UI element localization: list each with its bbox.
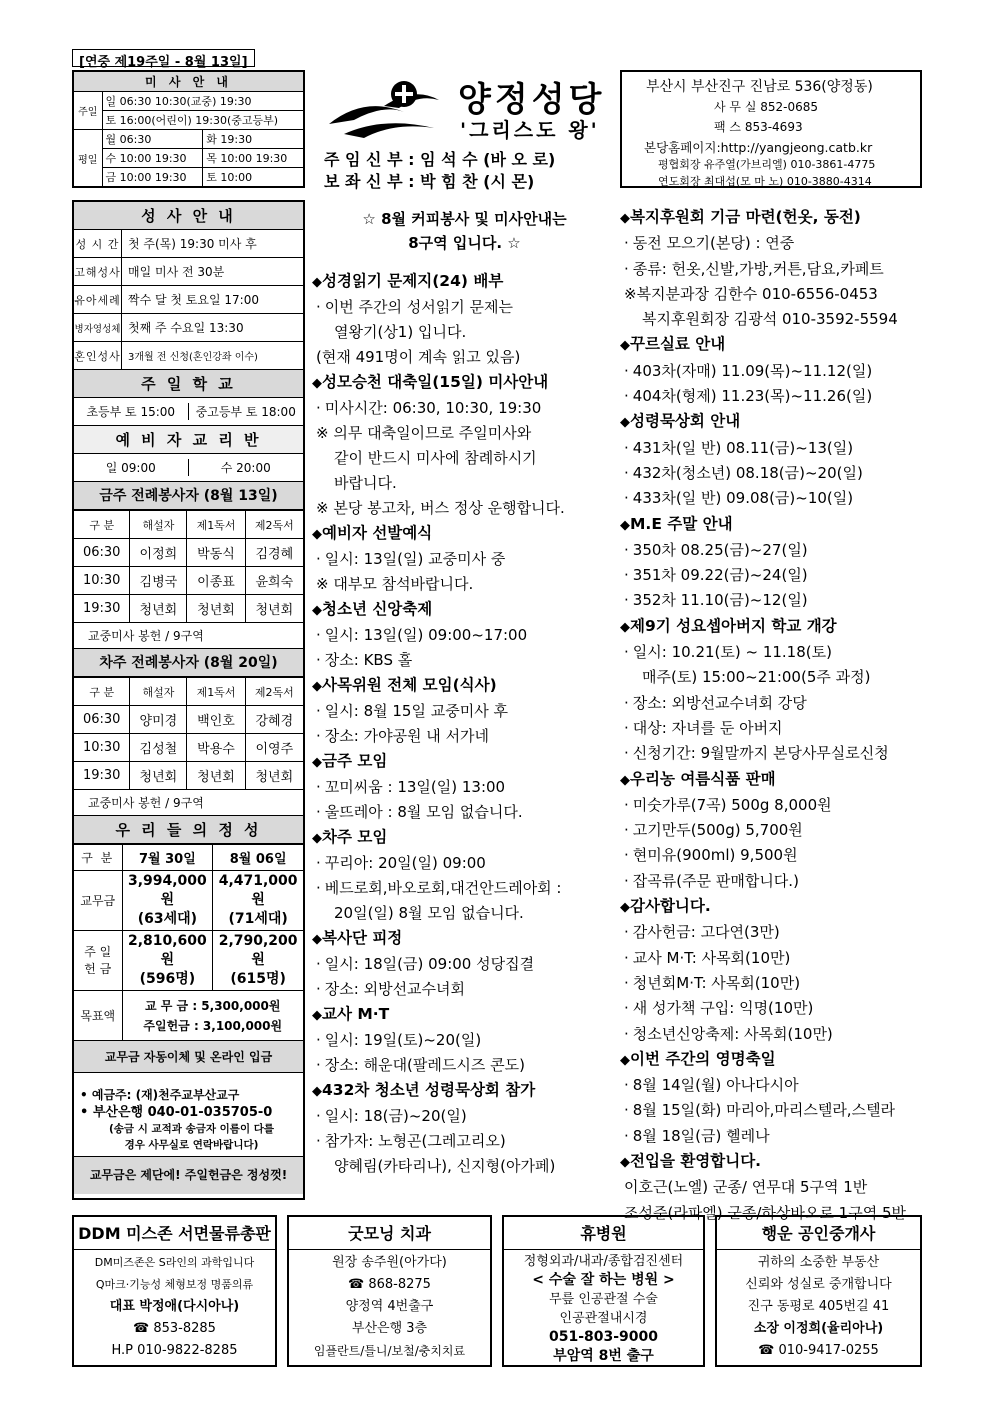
ad-line: DM미즈존은 S라인의 과학입니다 [94,1256,255,1269]
notice-line: · 8월 18일(금) 헬레나 [620,1124,922,1149]
notice-section [620,614,922,767]
notice-heading: ◆ 우리농 여름식품 판매 [620,767,922,793]
target-line: 교 무 금 : 5,300,000원 [145,998,281,1013]
right-notices [620,205,922,1222]
notice-line: · 청년회M·T: 사목회(10만) [620,971,922,996]
offerings-value: 3,994,000원 (63세대) [122,871,213,931]
notice-line: · 현미유(900ml) 9,500원 [620,843,922,868]
notice-line: · 일시: 18(금)~20(일) [312,1104,617,1129]
notice-heading: ◆ 복지후원회 기금 마련(헌옷, 동전) [620,205,922,231]
sacrament-row [74,258,303,286]
offerings-col: 7월 30일 [122,845,213,871]
offerings-title: 우 리 들 의 정 성 [74,816,303,844]
notice-line: · 일시: 18일(금) 09:00 성당집결 [312,952,617,977]
notice-line: · 청소년신앙축제: 사목회(10만) [620,1022,922,1047]
mass-weekday-cell: 토 10:00 [203,168,303,187]
right-sections [620,205,922,1226]
notice-line: · 장소: 외방선교수녀회 강당 [620,691,922,716]
account-info [74,1073,303,1157]
sacrament-row [74,342,303,370]
target-label: 목표액 [74,991,122,1041]
homepage-link[interactable]: 본당홈페이지:http://yangjeong.catb.kr [644,140,873,155]
sunday-school-title: 주 일 학 교 [74,370,303,398]
servers-this-table [74,510,303,623]
notice-line: · 미사시간: 06:30, 10:30, 19:30 [312,396,617,421]
sacrament-label: 성 시 간 [74,230,122,257]
servers-header-cell: 구 분 [74,511,130,539]
servers-next-title: 차주 전례봉사자 (8월 20일) [74,649,303,677]
servers-cell: 청년회 [245,762,303,790]
notice-heading: ◆ 감사합니다. [620,894,922,920]
catechumen-row [74,454,303,482]
notice-line: ※복지분과장 김한수 010-6556-0453 [624,284,878,303]
coffee-line: ☆ 8월 커피봉사 및 미사안내는 [362,210,567,228]
notice-line: · 꼬미씨움 : 13일(일) 13:00 [312,775,617,800]
servers-this-title: 금주 전례봉사자 (8월 13일) [74,482,303,510]
sacrament-row [74,314,303,342]
notice-section [312,1002,617,1078]
left-sidebar [72,200,305,1200]
servers-next-offering: 교중미사 봉헌 / 9구역 [74,790,303,816]
sunday-school-row [74,398,303,426]
notice-line: · 장소: 외방선교수녀회 [312,977,617,1002]
servers-next-table [74,677,303,790]
servers-cell: 박용수 [187,734,245,762]
servers-header-cell: 구 분 [74,678,130,706]
notice-line: (현재 491명이 계속 읽고 있음) [316,348,521,366]
notice-heading: ◆ 성모승천 대축일(15일) 미사안내 [312,370,617,396]
middle-notices [312,205,617,1200]
servers-cell: 박동식 [187,539,245,567]
notice-heading: ◆ 이번 주간의 영명축일 [620,1047,922,1073]
assistant-line [324,169,534,192]
servers-cell: 10:30 [74,567,130,595]
notice-line: · 장소: KBS 홀 [312,648,617,673]
mass-weekday-cell: 화 19:30 [203,130,303,149]
parish-subtitle: '그리스도 왕' [460,118,600,142]
ad-line: 양정역 4번출구 [345,1299,434,1314]
servers-cell: 06:30 [74,539,130,567]
office-phone: 사 무 실 852-0685 [714,100,818,114]
servers-cell: 10:30 [74,734,130,762]
ad-line: Q마크·기능성 체형보정 명품의류 [95,1278,254,1291]
ad-title: 굿모닝 치과 [289,1221,490,1250]
week-label: [연중 제19주일 - 8월 13일] [72,49,255,67]
notice-heading: ◆ 제9기 성요셉아버지 학교 개강 [620,614,922,640]
sacrament-value: 첫째 주 수요일 13:30 [128,321,244,335]
notice-heading: ◆ 사목위원 전체 모임(식사) [312,673,617,699]
sacrament-value: 첫 주(목) 19:30 미사 후 [128,237,257,251]
ad-title: 행운 공인중개사 [717,1221,920,1250]
mass-weekday-cell: 금 10:00 19:30 [102,168,203,187]
servers-cell: 19:30 [74,762,130,790]
ad-line: 원장 송주원(아가다) [332,1255,447,1270]
notice-section [312,370,617,521]
mass-weekday-label: 평일 [74,130,102,187]
notice-section [620,332,922,409]
notice-heading: ◆ 예비자 선발예식 [312,521,617,547]
servers-cell: 19:30 [74,595,130,623]
servers-cell: 이영주 [245,734,303,762]
ad-line: 귀하의 소중한 부동산 [757,1255,880,1270]
account-line: • 부산은행 040-01-035705-0 [80,1105,273,1120]
sacrament-label: 병자영성체 [74,314,122,341]
coffee-notice [312,205,617,255]
ad-line: H.P 010-9822-8285 [111,1343,238,1358]
servers-header-cell: 해설자 [130,511,187,539]
ad-card [72,1215,277,1367]
ad-line: ☎ 853-8285 [133,1321,216,1336]
notice-line: · 고기만두(500g) 5,700원 [620,818,922,843]
address: 부산시 부산진구 진남로 536(양정동) [646,79,873,95]
servers-header-cell: 제2독서 [245,678,303,706]
servers-header-cell: 해설자 [130,678,187,706]
notice-line: · 울뜨레아 : 8월 모임 없습니다. [312,800,617,825]
notice-line: ※ 본당 봉고차, 버스 정상 운행합니다. [316,499,565,517]
ad-line: 부암역 8번 출구 [553,1348,654,1364]
notice-line: · 350차 08.25(금)~27(일) [620,538,922,563]
notice-section [620,205,922,332]
notice-heading: ◆ 복사단 피정 [312,926,617,952]
pastor-label: 주 임 신 부 : [324,150,421,169]
contact-box [620,70,922,188]
notice-line: · 베드로회,바오로회,대건안드레아회 : [312,876,617,901]
notice-section [620,767,922,894]
ad-line: 051-803-9000 [548,1329,659,1345]
servers-cell: 강혜경 [245,706,303,734]
servers-cell: 청년회 [245,595,303,623]
notice-line: · 404차(형제) 11.23(목)~11.26(일) [620,384,922,409]
offerings-col: 8월 06일 [213,845,303,871]
notice-line: · 432차(청소년) 08.18(금)~20(일) [620,461,922,486]
sunday-school-item: 초등부 토 15:00 [74,403,189,420]
notice-line: · 잡곡류(주문 판매합니다.) [620,869,922,894]
notice-line: 같이 반드시 미사에 참례하시기 [334,449,537,467]
notice-line: · 일시: 10.21(토) ~ 11.18(토) [620,640,922,665]
ad-line: 임플란트/틀니/보철/충치치료 [313,1344,466,1358]
notice-line: · 종류: 헌옷,신발,가방,커튼,담요,카페트 [620,257,922,282]
notice-line: · 일시: 13일(일) 09:00~17:00 [312,623,617,648]
sacrament-row [74,286,303,314]
offerings-row-label: 주 일 헌 금 [74,931,122,991]
notice-line: · 이번 주간의 성서읽기 문제는 [312,295,617,320]
ad-title: DDM 미스존 서면물류총판 [74,1221,275,1250]
notice-heading: ◆ 교사 M·T [312,1002,617,1028]
notice-section [312,597,617,673]
ad-line: 신뢰와 성실로 중개합니다 [745,1277,892,1292]
notice-section [312,926,617,1002]
offerings-value: 2,790,200원 (615명) [213,931,303,991]
servers-cell: 김경혜 [245,539,303,567]
sacrament-label: 혼인성사 [74,342,122,369]
servers-this-offering: 교중미사 봉헌 / 9구역 [74,623,303,649]
notice-line: · 일시: 19일(토)~20(일) [312,1028,617,1053]
account-line: • 예금주: (재)천주교부산교구 [80,1088,240,1102]
account-note: (송금 시 교적과 송금자 이름이 다를 경우 사무실로 연락바랍니다) [108,1123,275,1151]
notice-line: 복지후원회장 김광석 010-3592-5594 [642,310,898,329]
notice-line: 열왕기(상1) 입니다. [334,323,467,341]
ad-line: 인공관절내시경 [559,1311,648,1326]
notice-line: · 장소: 해운대(팔레드시즈 콘도) [312,1053,617,1078]
servers-cell: 백인호 [187,706,245,734]
ad-card [287,1215,492,1367]
mass-schedule-box [72,70,305,188]
middle-sections [312,269,617,1179]
ad-title: 휴병원 [504,1221,703,1250]
servers-cell: 윤희숙 [245,567,303,595]
notice-heading: ◆ 성령묵상회 안내 [620,409,922,435]
ad-line: 정형외과/내과/종합검진센터 [523,1254,684,1269]
notice-section [620,1047,922,1149]
mass-weekday-cell: 월 06:30 [102,130,203,149]
notice-line: · 대상: 자녀를 둔 아버지 [620,716,922,741]
catechumen-title: 예 비 자 교 리 반 [74,426,303,454]
target-line: 주일헌금 : 3,100,000원 [143,1018,283,1033]
notice-heading: ◆ M.E 주말 안내 [620,512,922,538]
notice-heading: ◆ 성경읽기 문제지(24) 배부 [312,269,617,295]
notice-section [312,269,617,370]
notice-heading: ◆ 차주 모임 [312,825,617,851]
notice-line: 양혜림(카타리나), 신지형(아가페) [334,1157,556,1175]
servers-cell: 이정희 [130,539,187,567]
notice-line: · 일시: 13일(일) 교중미사 중 [312,547,617,572]
notice-heading: ◆ 꾸르실료 안내 [620,332,922,358]
servers-header-cell: 제2독서 [245,511,303,539]
notice-line: 이호근(노엘) 군종/ 연무대 5구역 1반 [624,1178,868,1197]
servers-header-cell: 제1독서 [187,678,245,706]
notice-line: · 감사헌금: 고다연(3만) [620,920,922,945]
slogan: 교무금은 제단에! 주일헌금은 정성껏! [74,1157,303,1194]
parish-logo-area [320,70,620,191]
target-values [122,991,303,1041]
servers-cell: 청년회 [187,595,245,623]
notice-line: · 꾸리아: 20일(일) 09:00 [312,851,617,876]
assistant-name: 박 힘 찬 (시 몬) [420,172,535,191]
notice-line: 20일(일) 8월 모임 없습니다. [334,904,524,922]
ladies-chair: 연도회장 최대섭(모 마 노) 010-3880-4314 [658,175,872,188]
notice-line: · 431차(일 반) 08.11(금)~13(일) [620,436,922,461]
parish-emblem-icon [324,76,444,146]
ad-line: < 수술 잘 하는 병원 > [532,1272,675,1288]
sacraments-title: 성 사 안 내 [74,202,303,230]
servers-cell: 청년회 [130,595,187,623]
notice-section [620,512,922,614]
sacraments-list [74,230,303,370]
offerings-value: 4,471,000원 (71세대) [213,871,303,931]
notice-line: · 교사 M·T: 사목회(10만) [620,946,922,971]
notice-line: · 403차(자매) 11.09(목)~11.12(일) [620,359,922,384]
servers-header-cell: 제1독서 [187,511,245,539]
notice-section [312,1078,617,1179]
offerings-value: 2,810,600원 (596명) [122,931,213,991]
notice-section [620,894,922,1047]
ad-line: ☎ 868-8275 [348,1277,431,1292]
notice-section [620,409,922,511]
coffee-line: 8구역 입니다. ☆ [408,234,521,252]
notice-line: 매주(토) 15:00~21:00(5주 과정) [642,668,871,687]
notice-line: · 일시: 8월 15일 교중미사 후 [312,699,617,724]
parish-name: 양정성당 [458,80,606,120]
ad-line: 대표 박정애(다시아나) [109,1299,240,1314]
ad-line: 진구 동평로 405번길 41 [747,1299,890,1314]
mass-weekday-cell: 목 10:00 19:30 [203,149,303,168]
pastor-line [324,147,555,170]
sacrament-label: 유아세례 [74,286,122,313]
mass-sunday-row: 일 06:30 10:30(교중) 19:30 [102,92,303,111]
servers-cell: 이종표 [187,567,245,595]
sunday-school-item: 중고등부 토 18:00 [195,405,296,419]
sacrament-value: 짝수 달 첫 토요일 17:00 [128,293,259,307]
ad-line: 부산은행 3층 [351,1321,428,1336]
notice-line: · 동전 모으기(본당) : 연중 [620,231,922,256]
council-chair: 평협회장 유주열(가브리엘) 010-3861-4775 [658,158,876,171]
pastor-name: 임 석 수 (바 오 로) [420,150,556,169]
offerings-col0: 구 분 [74,845,122,871]
mass-sunday-label: 주일 [74,92,102,130]
notice-heading: ◆ 전입을 환영합니다. [620,1149,922,1175]
ad-line: ☎ 010-9417-0255 [758,1343,879,1358]
notice-line: · 8월 14일(월) 아나다시아 [620,1073,922,1098]
notice-line: · 미숫가루(7곡) 500g 8,000원 [620,793,922,818]
notice-line: 바랍니다. [334,474,397,492]
sacrament-label: 고해성사 [74,258,122,285]
offerings-table [74,844,303,1041]
catechumen-item: 수 20:00 [220,461,271,475]
notice-heading: ◆ 청소년 신앙축제 [312,597,617,623]
sacrament-value: 매일 미사 전 30분 [128,265,225,279]
notice-line: · 참가자: 노형곤(그레고리오) [312,1129,617,1154]
notice-line: ※ 대부모 참석바랍니다. [316,575,474,593]
ad-card [502,1215,705,1367]
mass-schedule-table [74,72,303,186]
servers-cell: 06:30 [74,706,130,734]
servers-cell: 청년회 [187,762,245,790]
catechumen-item: 일 09:00 [74,459,189,476]
notice-line: ※ 의무 대축일이므로 주일미사와 [316,424,532,442]
servers-cell: 김병국 [130,567,187,595]
notice-section [312,825,617,926]
notice-line: · 8월 15일(화) 마리아,마리스텔라,스텔라 [620,1098,922,1123]
auto-transfer-title: 교무금 자동이체 및 온라인 입금 [74,1041,303,1073]
notice-line: · 352차 11.10(금)~12(일) [620,588,922,613]
servers-cell: 양미경 [130,706,187,734]
fax-number: 팩 스 853-4693 [714,120,803,134]
mass-saturday-row: 토 16:00(어린이) 19:30(중고등부) [102,111,303,130]
mass-title: 미 사 안 내 [74,72,303,92]
notice-line: 조성준(라파엘) 군종/하상바오로 1구역 5반 [624,1203,906,1222]
ad-line: 무릎 인공관절 수술 [549,1292,658,1307]
notice-section [312,521,617,597]
notice-line: · 장소: 가야공원 내 서가네 [312,724,617,749]
notice-section [312,673,617,749]
ad-line: 소장 이정희(율리아나) [753,1321,884,1336]
ad-card [715,1215,922,1367]
offerings-row-label: 교무금 [74,871,122,931]
sacrament-row [74,230,303,258]
assistant-label: 보 좌 신 부 : [324,172,421,191]
sacrament-value: 3개월 전 신청(혼인강좌 이수) [128,352,258,363]
mass-weekday-cell: 수 10:00 19:30 [102,149,203,168]
notice-heading: ◆ 금주 모임 [312,749,617,775]
notice-line: · 새 성가책 구입: 익명(10만) [620,996,922,1021]
notice-section [312,749,617,825]
servers-cell: 청년회 [130,762,187,790]
notice-line: · 433차(일 반) 09.08(금)~10(일) [620,486,922,511]
servers-cell: 김성철 [130,734,187,762]
notice-heading: ◆ 432차 청소년 성령묵상회 참가 [312,1078,617,1104]
notice-line: · 351차 09.22(금)~24(일) [620,563,922,588]
notice-line: · 신청기간: 9월말까지 본당사무실로신청 [620,741,922,766]
